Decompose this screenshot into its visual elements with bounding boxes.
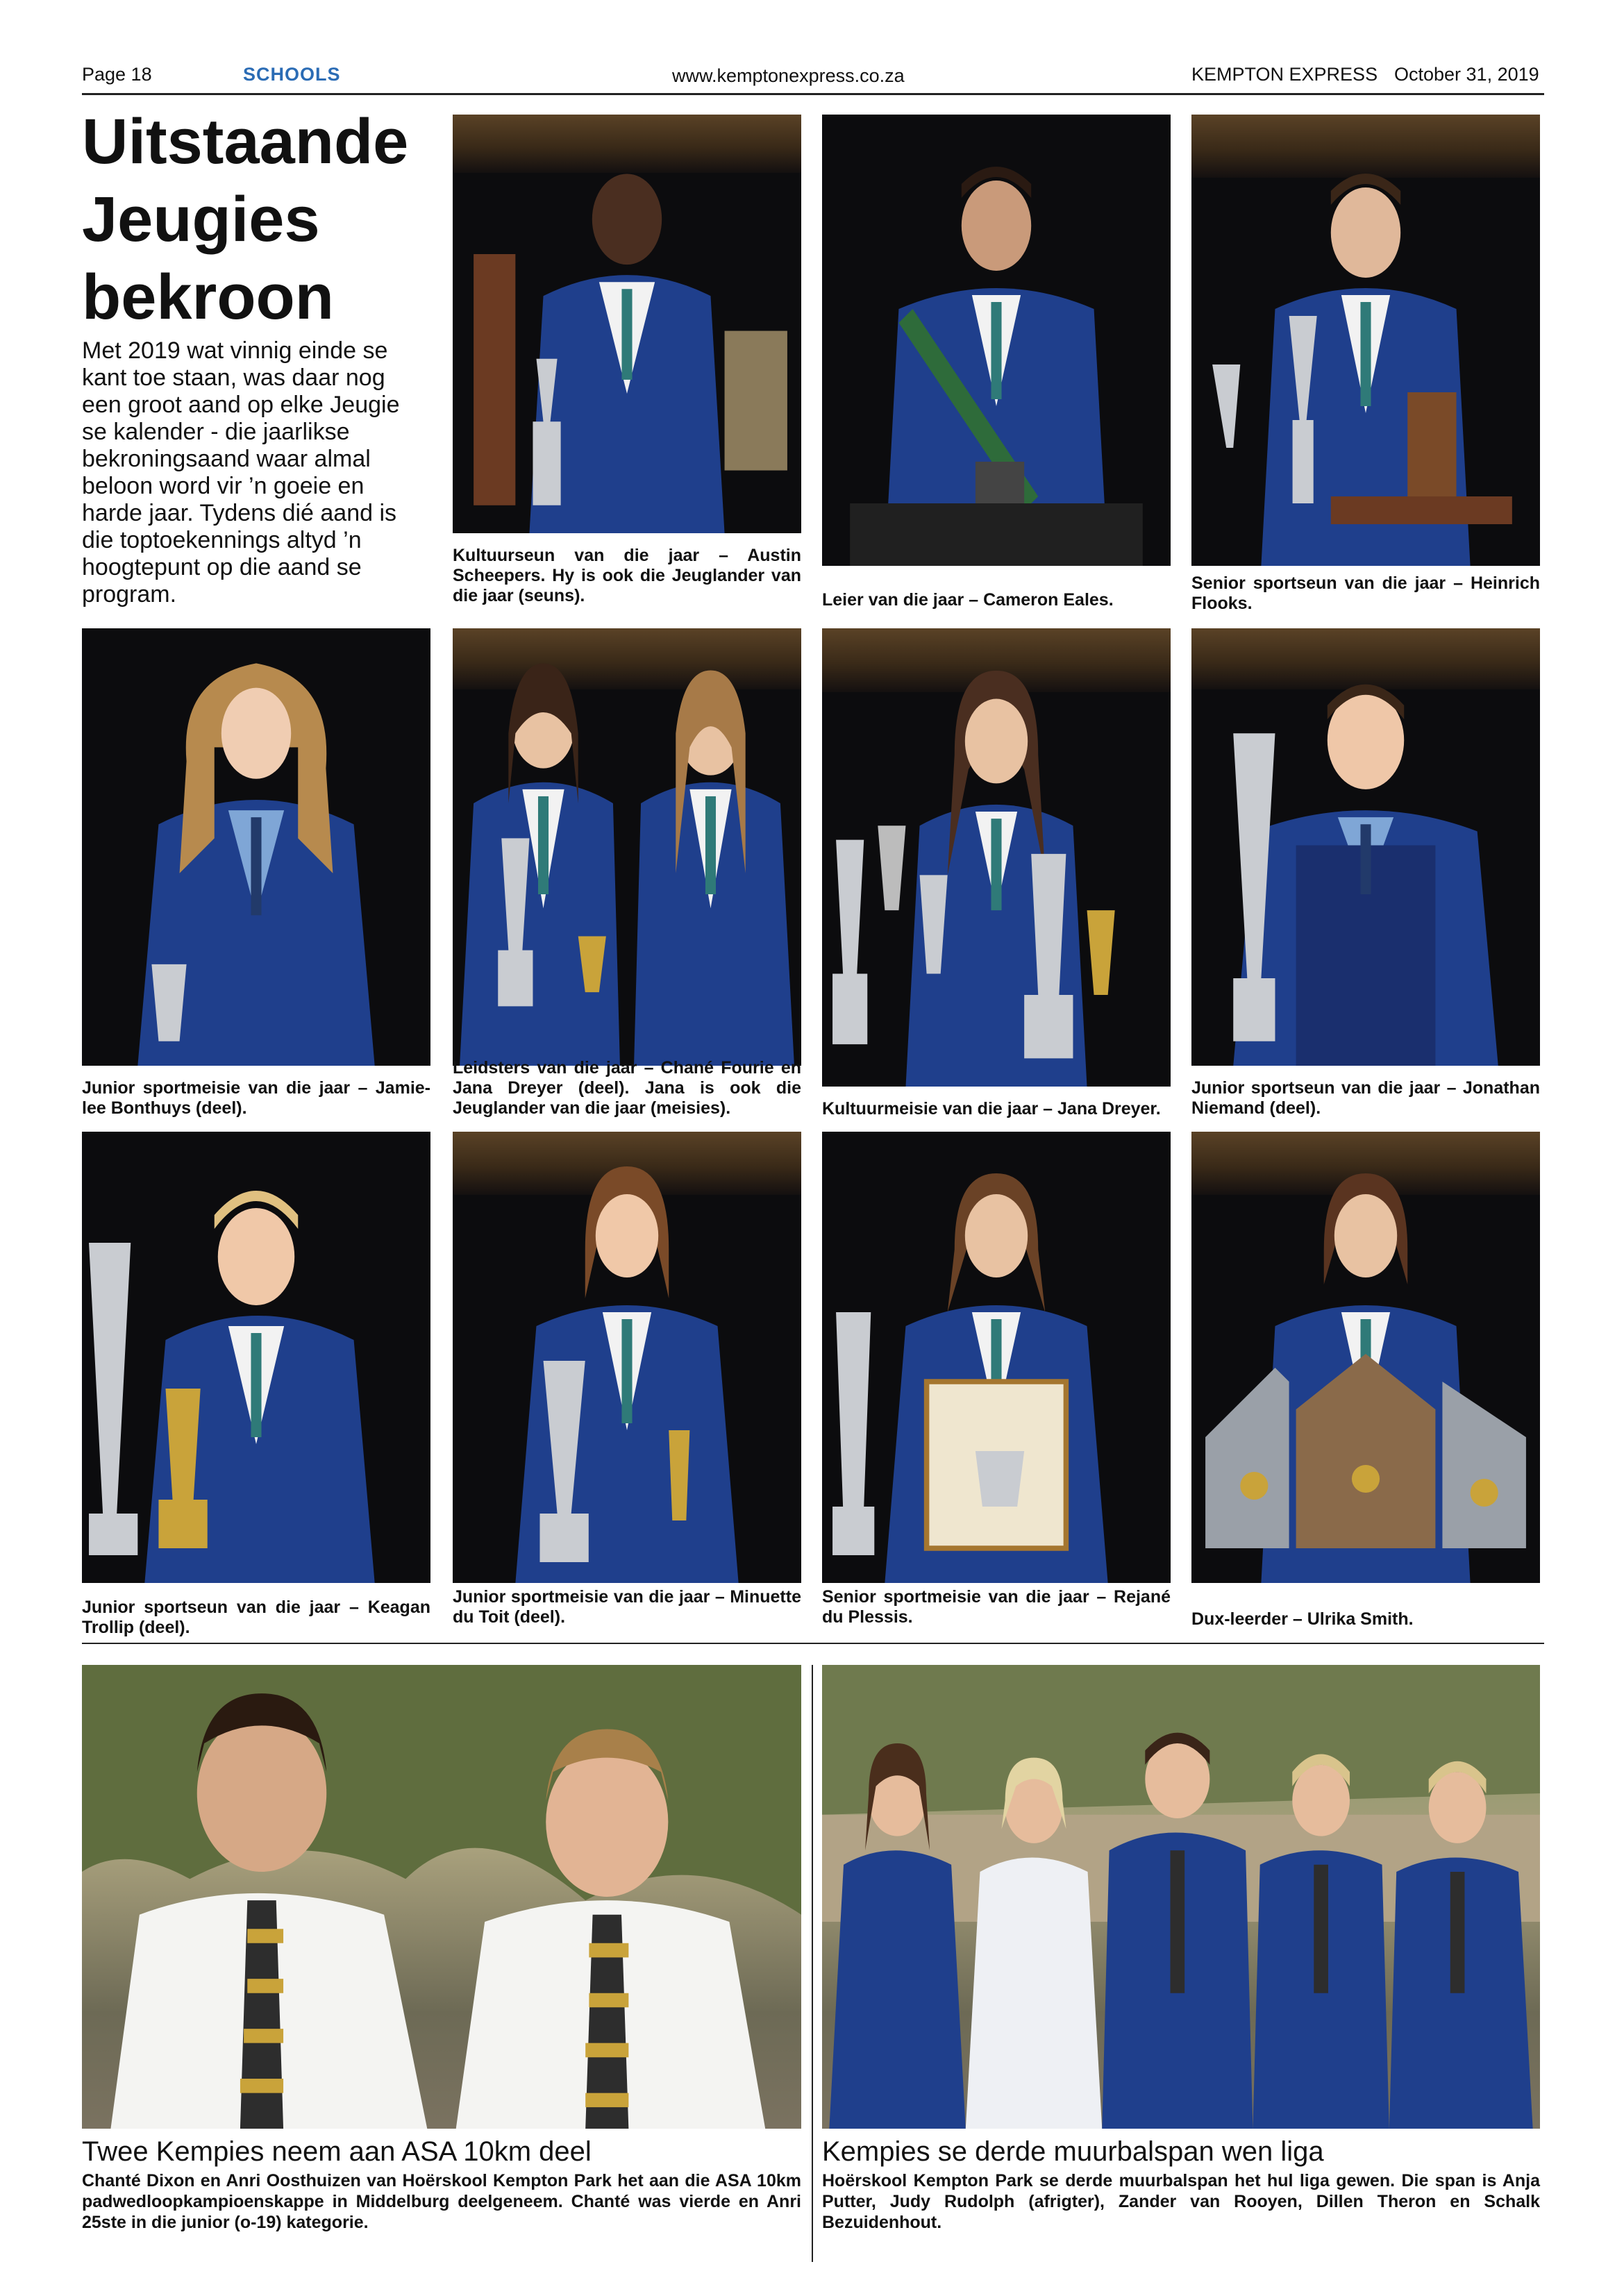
caption-jamie-lee-bonthuys: Junior sportmeisie van die jaar – Jamie-lee Bonthuys (deel). <box>82 1078 430 1118</box>
caption-ulrika-smith: Dux-leerder – Ulrika Smith. <box>1191 1609 1414 1629</box>
photo-jamie-lee-bonthuys <box>82 628 430 1066</box>
story-right-title: Kempies se derde muurbalspan wen liga <box>822 2136 1324 2167</box>
caption-austin-scheepers: Kultuurseun van die jaar – Austin Scheepers. Hy is ook die Jeuglander van die jaar (seuns). <box>453 546 801 605</box>
publication-name: KEMPTON EXPRESS <box>1191 64 1378 85</box>
caption-keagan-trollip: Junior sportseun van die jaar – Keagan Trollip (deel). <box>82 1598 430 1637</box>
headline-block <box>82 103 443 336</box>
website-url[interactable]: www.kemptonexpress.co.za <box>672 65 905 86</box>
caption-heinrich-flooks: Senior sportseun van die jaar – Heinrich Flooks. <box>1191 573 1540 613</box>
photo-jonathan-niemand <box>1191 628 1540 1066</box>
story-left-title: Twee Kempies neem aan ASA 10km deel <box>82 2136 592 2167</box>
intro-paragraph: Met 2019 wat vinnig einde se kant toe staan, was daar nog een groot aand op elke Jeugie se kalender - die jaarlikse bekroningsaand waar almal beloon word vir ’n goeie en harde jaar. Tydens dié aand is die toptoekennings altyd ’n hoogtepunt op die aand se program. <box>82 337 400 607</box>
photo-squash-team <box>822 1665 1540 2129</box>
page-number: Page 18 <box>82 64 152 85</box>
photo-rejane-du-plessis <box>822 1132 1171 1583</box>
story-right-body: Hoërskool Kempton Park se derde muurbalspan het hul liga gewen. Die span is Anja Putter, Judy Rudolph (afrigter), Zander van Rooyen, Dillen Theron en Schalk Bezuidenhout. <box>822 2171 1540 2232</box>
caption-jonathan-niemand: Junior sportseun van die jaar – Jonathan Niemand (deel). <box>1191 1078 1540 1118</box>
caption-chane-fourie-jana-dreyer: Leidsters van die jaar – Chané Fourie en Jana Dreyer (deel). Jana is ook die Jeuglander van die jaar (meisies). <box>453 1058 801 1118</box>
publication-date: October 31, 2019 <box>1394 64 1539 85</box>
section-divider <box>82 1643 1544 1644</box>
story-left-body: Chanté Dixon en Anri Oosthuizen van Hoërskool Kempton Park het aan die ASA 10km padwedloopkampioenskappe in Middelburg deelgeneem. Chanté was vierde en Anri 25ste in die junior (o-19) kategorie. <box>82 2171 801 2232</box>
caption-minuette-du-toit: Junior sportmeisie van die jaar – Minuette du Toit (deel). <box>453 1587 801 1627</box>
header-rule <box>82 93 1544 95</box>
headline-line-3: bekroon <box>82 262 334 333</box>
section-label: SCHOOLS <box>243 64 341 85</box>
column-divider <box>812 1665 813 2262</box>
photo-austin-scheepers <box>453 115 801 533</box>
headline-line-1: Uitstaande <box>82 106 409 177</box>
headline-line-2: Jeugies <box>82 184 320 255</box>
photo-minuette-du-toit <box>453 1132 801 1583</box>
caption-jana-dreyer: Kultuurmeisie van die jaar – Jana Dreyer. <box>822 1099 1161 1118</box>
photo-cameron-eales <box>822 115 1171 566</box>
photo-heinrich-flooks <box>1191 115 1540 566</box>
photo-ulrika-smith <box>1191 1132 1540 1583</box>
photo-chante-dixon-anri-oosthuizen <box>82 1665 801 2129</box>
caption-rejane-du-plessis: Senior sportmeisie van die jaar – Rejané du Plessis. <box>822 1587 1171 1627</box>
photo-chane-fourie-jana-dreyer <box>453 628 801 1066</box>
photo-keagan-trollip <box>82 1132 430 1583</box>
photo-jana-dreyer <box>822 628 1171 1087</box>
caption-cameron-eales: Leier van die jaar – Cameron Eales. <box>822 590 1114 610</box>
